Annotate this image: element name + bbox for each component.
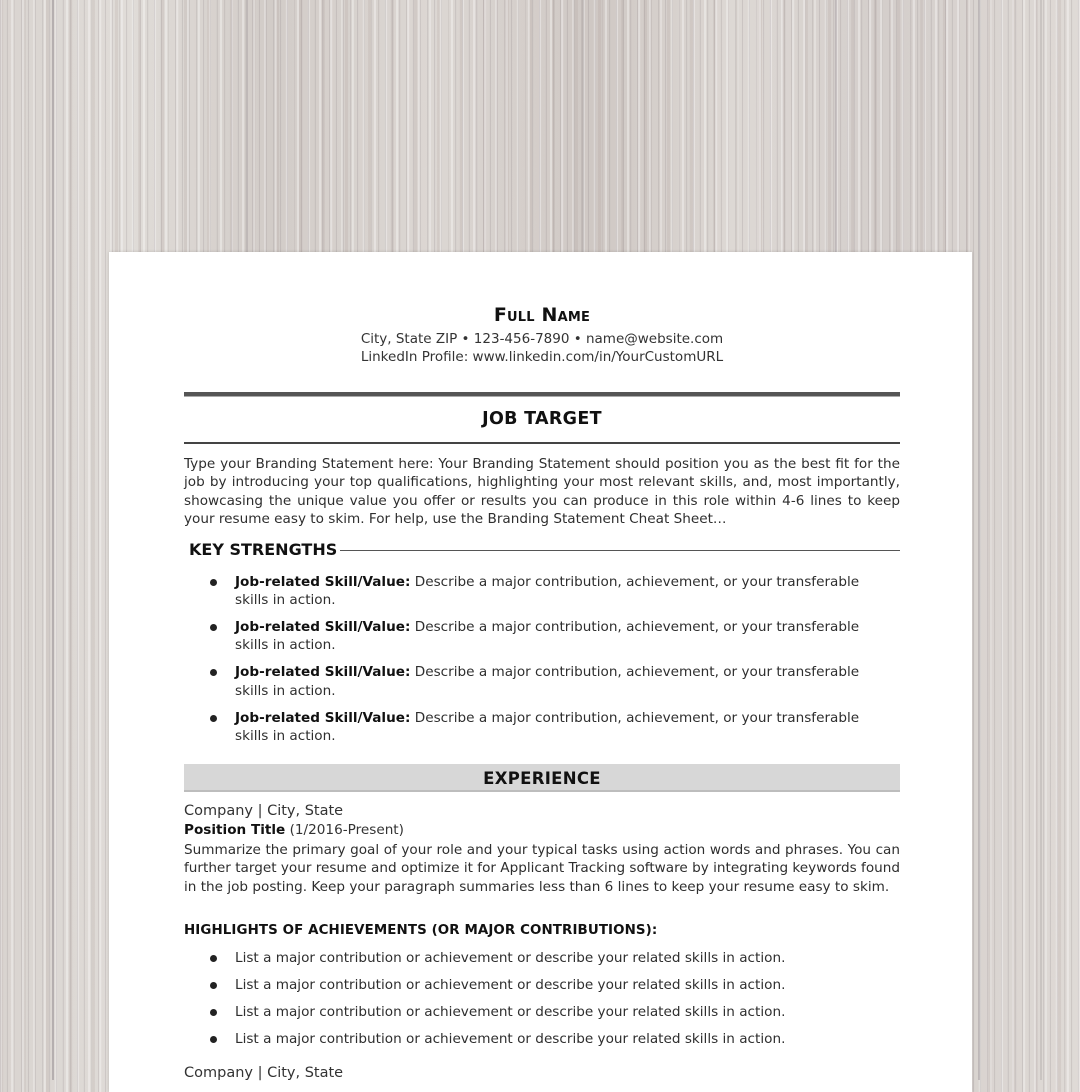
job-summary: Summarize the primary goal of your role and your typical tasks using action words and phrases. You can further target your resume and optimize it for Applicant Tracking software by integrating keywords found in the job posting. Keep your paragraph summaries less than 6 lines to keep your resume easy to skim. [184, 842, 900, 895]
key-strength-item [184, 663, 885, 700]
bullet-icon [210, 955, 217, 962]
key-strength-item [184, 709, 885, 746]
wood-grain-line [978, 0, 980, 1080]
key-strength-text: Describe a major contribution, achievement, or your transferable skills in action. [235, 574, 860, 609]
bullet-icon [210, 624, 217, 631]
highlight-item [184, 1030, 900, 1048]
key-strength-label: Job-related Skill/Value: [235, 709, 411, 726]
key-strength-item [184, 573, 885, 610]
key-strength-label: Job-related Skill/Value: [235, 619, 411, 636]
bullet-icon [210, 715, 217, 722]
highlight-text: List a major contribution or achievement or describe your related skills in action. [235, 950, 786, 966]
company-line: Company | City, State [184, 1065, 344, 1081]
highlight-text: List a major contribution or achievement or describe your related skills in action. [235, 1003, 786, 1020]
header-divider [184, 392, 900, 397]
experience-title: EXPERIENCE [483, 769, 601, 788]
bullet-icon [210, 1009, 217, 1016]
linkedin-line: LinkedIn Profile: www.linkedin.com/in/YourCustomURL [360, 349, 724, 365]
key-strength-item [184, 618, 885, 655]
resume-page [109, 252, 972, 1092]
bullet-icon [210, 579, 217, 586]
wood-grain-line [1040, 0, 1042, 1080]
key-strength-text: Describe a major contribution, achievement, or your transferable skills in action. [235, 619, 860, 654]
highlights-list [184, 949, 900, 1057]
key-strengths-rule [340, 550, 900, 551]
job-target-title: JOB TARGET [482, 409, 602, 429]
resume-content [184, 252, 900, 1092]
bullet-icon [210, 982, 217, 989]
highlight-item [184, 949, 900, 967]
position-title: Position Title [184, 822, 286, 838]
job-target-divider [184, 442, 900, 444]
key-strengths-list [184, 573, 900, 754]
key-strengths-header [189, 540, 900, 559]
contact-line: City, State ZIP • 123-456-7890 • name@website.com [360, 331, 724, 347]
wood-grain-line [52, 0, 54, 1080]
highlight-item [184, 1003, 900, 1021]
company-line: Company | City, State [184, 803, 344, 819]
key-strength-label: Job-related Skill/Value: [235, 664, 411, 681]
key-strength-text: Describe a major contribution, achievement, or your transferable skills in action. [235, 709, 860, 744]
bullet-icon [210, 669, 217, 676]
key-strength-label: Job-related Skill/Value: [235, 574, 411, 590]
highlights-title: HIGHLIGHTS OF ACHIEVEMENTS (OR MAJOR CONTRIBUTIONS): [184, 923, 658, 938]
full-name: Full Name [493, 304, 591, 326]
key-strengths-title: KEY STRENGTHS [189, 540, 338, 559]
position-line [184, 822, 404, 838]
key-strength-text: Describe a major contribution, achievement, or your transferable skills in action. [235, 664, 860, 699]
bullet-icon [210, 1036, 217, 1043]
highlight-text: List a major contribution or achievement or describe your related skills in action. [235, 976, 786, 993]
branding-statement: Type your Branding Statement here: Your Branding Statement should position you as the best fit for the job by introducing your top qualifications, highlighting your most relevant skills, and, most importantly, showcasing the unique value you offer or results you can produce in this role within 4-6 lines to keep your resume easy to skim. For help, use the Branding Statement Cheat Sheet… [184, 456, 900, 527]
highlight-item [184, 976, 900, 994]
highlight-text: List a major contribution or achievement or describe your related skills in action. [235, 1030, 786, 1047]
position-dates: (1/2016-Present) [285, 822, 404, 838]
